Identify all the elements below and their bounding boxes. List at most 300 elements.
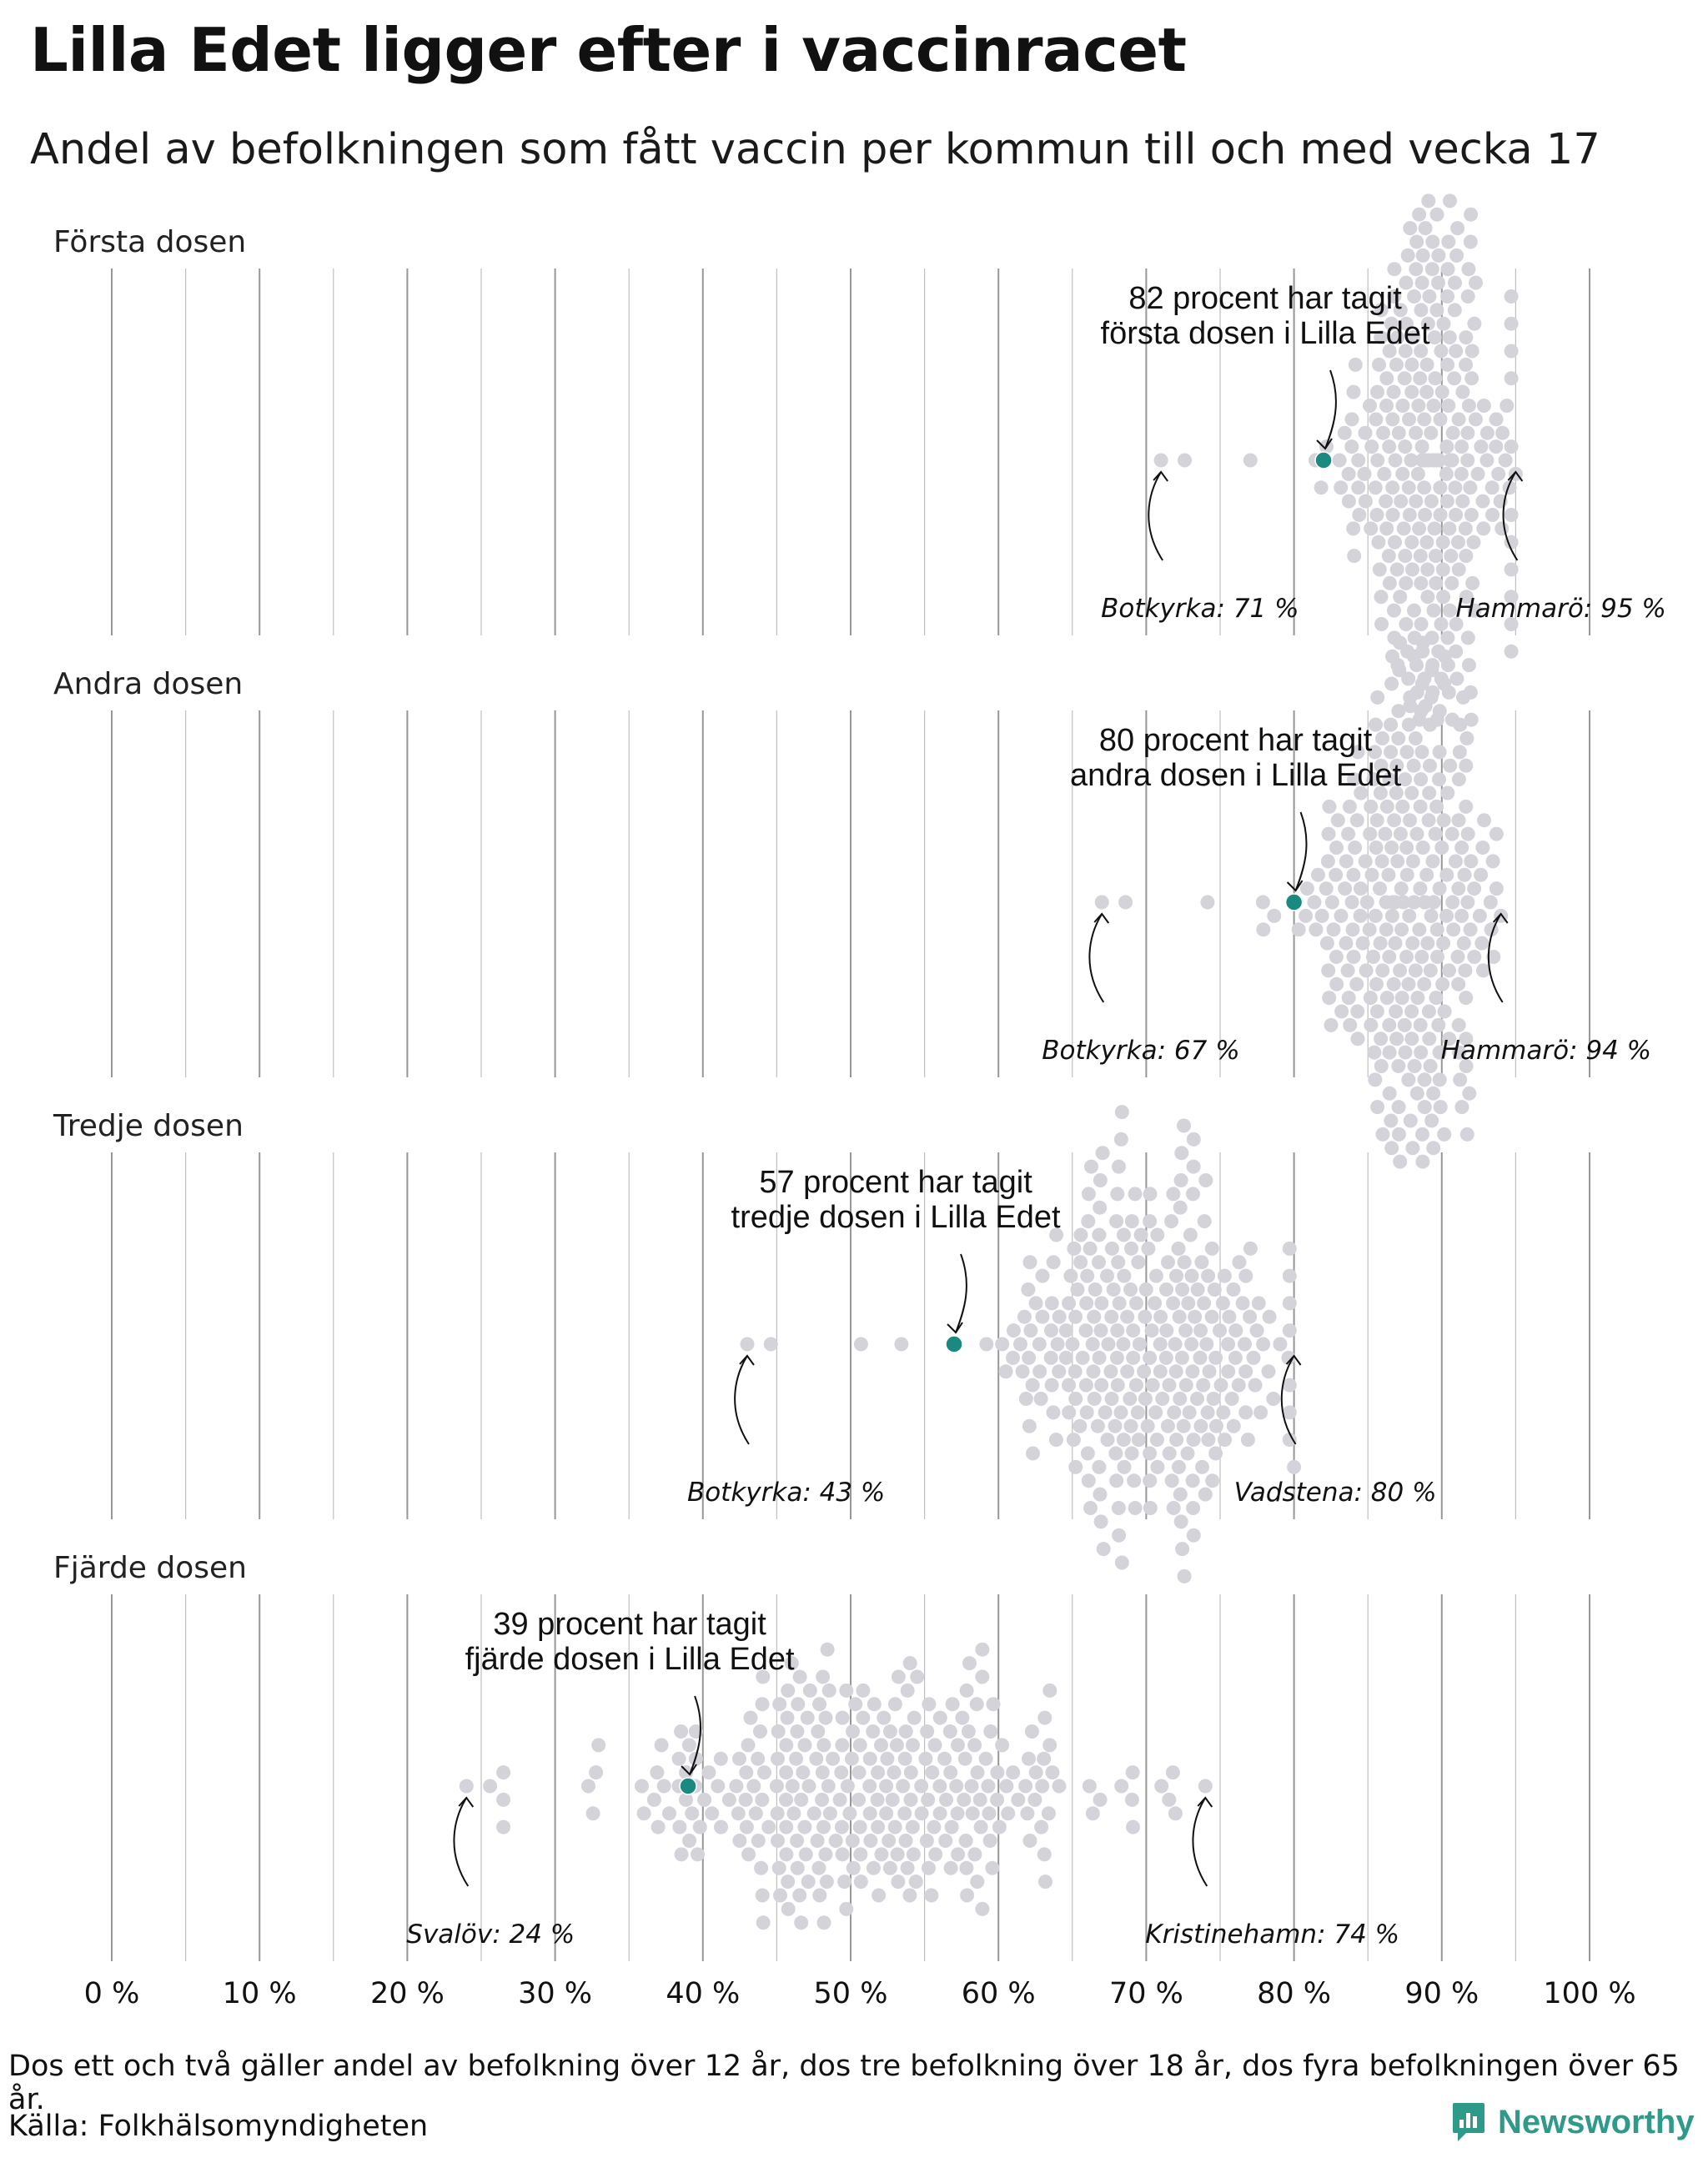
municipality-dot bbox=[1163, 1378, 1177, 1393]
min-arrowhead bbox=[1094, 914, 1108, 923]
municipality-dot bbox=[971, 1765, 985, 1779]
municipality-dot bbox=[1374, 936, 1388, 951]
municipality-dot bbox=[1467, 881, 1481, 896]
municipality-dot bbox=[740, 1820, 754, 1834]
municipality-dot bbox=[1411, 399, 1425, 413]
municipality-dot bbox=[1405, 936, 1419, 951]
municipality-dot bbox=[1424, 1059, 1438, 1073]
municipality-dot bbox=[1175, 1282, 1189, 1297]
municipality-dot bbox=[1422, 786, 1436, 800]
municipality-dot bbox=[1173, 1310, 1187, 1324]
municipality-dot bbox=[1068, 1392, 1083, 1406]
municipality-dot bbox=[1420, 358, 1434, 372]
municipality-dot bbox=[823, 1806, 837, 1820]
municipality-dot bbox=[1398, 439, 1412, 454]
municipality-dot bbox=[779, 1847, 793, 1861]
municipality-dot bbox=[1459, 991, 1473, 1005]
municipality-dot bbox=[797, 1820, 811, 1834]
municipality-dot bbox=[1124, 1242, 1138, 1256]
municipality-dot bbox=[1141, 1419, 1155, 1433]
municipality-dot bbox=[975, 1643, 989, 1657]
municipality-dot bbox=[1195, 1460, 1209, 1474]
municipality-dot bbox=[1402, 718, 1416, 732]
max-municipality-label: Hammarö: 95 % bbox=[1455, 594, 1666, 624]
x-tick-label: 20 % bbox=[369, 1977, 445, 2010]
municipality-dot bbox=[781, 1874, 795, 1889]
municipality-dot bbox=[779, 1793, 793, 1807]
municipality-dot bbox=[1394, 827, 1408, 841]
municipality-dot bbox=[1161, 1255, 1175, 1269]
municipality-dot bbox=[1359, 494, 1373, 509]
municipality-dot bbox=[1389, 454, 1403, 468]
municipality-dot bbox=[1366, 950, 1380, 964]
municipality-dot bbox=[1088, 1282, 1103, 1297]
municipality-dot bbox=[1424, 963, 1438, 977]
municipality-dot bbox=[1415, 276, 1429, 290]
municipality-dot bbox=[1359, 854, 1373, 868]
municipality-dot bbox=[933, 1711, 947, 1725]
municipality-dot bbox=[894, 1337, 908, 1352]
municipality-dot bbox=[1190, 1392, 1204, 1406]
highlight-annotation-line: andra dosen i Lilla Edet bbox=[1070, 758, 1402, 793]
lilla-edet-dot bbox=[1286, 894, 1303, 911]
municipality-dot bbox=[1370, 1100, 1384, 1114]
municipality-dot bbox=[1311, 868, 1325, 882]
municipality-dot bbox=[1093, 1793, 1108, 1807]
municipality-dot bbox=[1198, 1173, 1213, 1187]
municipality-dot bbox=[1369, 977, 1384, 991]
municipality-dot bbox=[1081, 1447, 1095, 1461]
municipality-dot bbox=[1375, 963, 1389, 977]
municipality-dot bbox=[1489, 412, 1504, 426]
municipality-dot bbox=[1414, 617, 1429, 631]
municipality-dot bbox=[1101, 1433, 1115, 1447]
municipality-dot bbox=[1431, 248, 1445, 263]
municipality-dot bbox=[697, 1793, 711, 1807]
municipality-dot bbox=[1037, 1847, 1052, 1861]
municipality-dot bbox=[1407, 650, 1421, 664]
municipality-dot bbox=[1380, 800, 1394, 814]
municipality-dot bbox=[939, 1793, 953, 1807]
municipality-dot bbox=[1432, 772, 1446, 786]
municipality-dot bbox=[1082, 1187, 1096, 1201]
municipality-dot bbox=[685, 1806, 699, 1820]
municipality-dot bbox=[915, 1806, 929, 1820]
municipality-dot bbox=[1363, 922, 1377, 936]
municipality-dot bbox=[1385, 650, 1399, 664]
municipality-dot bbox=[1424, 909, 1439, 923]
municipality-dot bbox=[1173, 1488, 1188, 1502]
municipality-dot bbox=[1454, 467, 1469, 481]
municipality-dot bbox=[1307, 896, 1321, 910]
municipality-dot bbox=[882, 1834, 896, 1848]
municipality-dot bbox=[1059, 1323, 1073, 1337]
highlight-arrow bbox=[1296, 812, 1307, 891]
municipality-dot bbox=[1026, 1378, 1040, 1393]
municipality-dot bbox=[1108, 1419, 1123, 1433]
min-municipality-label: Botkyrka: 71 % bbox=[1101, 594, 1299, 624]
municipality-dot bbox=[1447, 371, 1461, 385]
municipality-dot bbox=[856, 1711, 870, 1725]
municipality-dot bbox=[1486, 854, 1500, 868]
municipality-dot bbox=[1401, 1072, 1415, 1087]
municipality-dot bbox=[904, 1793, 918, 1807]
municipality-dot bbox=[739, 1765, 753, 1779]
municipality-dot bbox=[1181, 1296, 1195, 1310]
municipality-dot bbox=[1023, 1323, 1037, 1337]
municipality-dot bbox=[1370, 454, 1384, 468]
municipality-dot bbox=[1007, 1323, 1021, 1337]
municipality-dot bbox=[974, 1820, 988, 1834]
municipality-dot bbox=[1419, 221, 1433, 235]
municipality-dot bbox=[965, 1779, 979, 1794]
municipality-dot bbox=[1169, 1269, 1183, 1283]
x-tick-labels bbox=[84, 1977, 1636, 2010]
municipality-dot bbox=[1324, 1018, 1339, 1032]
municipality-dot bbox=[1454, 1100, 1469, 1114]
municipality-dot bbox=[1354, 909, 1368, 923]
municipality-dot bbox=[1178, 1323, 1193, 1337]
municipality-dot bbox=[852, 1765, 867, 1779]
municipality-dot bbox=[979, 1752, 993, 1766]
municipality-dot bbox=[1457, 936, 1471, 951]
municipality-dot bbox=[1114, 1779, 1128, 1794]
municipality-dot bbox=[987, 1697, 1001, 1711]
municipality-dot bbox=[816, 1670, 830, 1684]
municipality-dot bbox=[1117, 1337, 1131, 1352]
max-municipality-label: Kristinehamn: 74 % bbox=[1145, 1920, 1400, 1950]
municipality-dot bbox=[1434, 412, 1448, 426]
municipality-dot bbox=[741, 1738, 756, 1752]
municipality-dot bbox=[1095, 896, 1109, 910]
municipality-dot bbox=[1395, 800, 1409, 814]
municipality-dot bbox=[1382, 439, 1396, 454]
municipality-dot bbox=[1214, 1378, 1228, 1393]
municipality-dot bbox=[1448, 303, 1462, 317]
municipality-dot bbox=[1159, 1282, 1173, 1297]
municipality-dot bbox=[714, 1752, 728, 1766]
municipality-dot bbox=[1459, 358, 1473, 372]
municipality-dot bbox=[1143, 1501, 1158, 1515]
municipality-dot bbox=[1403, 690, 1417, 705]
municipality-dot bbox=[1134, 1228, 1148, 1242]
municipality-dot bbox=[1453, 745, 1467, 759]
municipality-dot bbox=[1467, 535, 1481, 550]
municipality-dot bbox=[1429, 827, 1443, 841]
municipality-dot bbox=[1439, 467, 1454, 481]
municipality-dot bbox=[1440, 358, 1454, 372]
municipality-dot bbox=[693, 1820, 707, 1834]
municipality-dot bbox=[1084, 1160, 1098, 1174]
municipality-dot bbox=[853, 1738, 867, 1752]
municipality-dot bbox=[1342, 494, 1356, 509]
panel-title-dose-4: Fjärde dosen bbox=[53, 1551, 247, 1585]
municipality-dot bbox=[1162, 1793, 1176, 1807]
municipality-dot bbox=[1118, 1460, 1132, 1474]
municipality-dot bbox=[1159, 1323, 1173, 1337]
municipality-dot bbox=[1150, 1433, 1164, 1447]
municipality-dot bbox=[1435, 385, 1449, 399]
municipality-dot bbox=[811, 1724, 825, 1739]
municipality-dot bbox=[1505, 317, 1519, 331]
municipality-dot bbox=[1023, 1255, 1037, 1269]
municipality-dot bbox=[1395, 991, 1409, 1005]
municipality-dot bbox=[1113, 1296, 1127, 1310]
municipality-dot bbox=[975, 1902, 989, 1916]
municipality-dot bbox=[1344, 439, 1359, 454]
municipality-dot bbox=[1097, 1542, 1111, 1556]
municipality-dot bbox=[1415, 677, 1429, 691]
municipality-dot bbox=[1071, 1282, 1085, 1297]
municipality-dot bbox=[781, 1902, 796, 1916]
municipality-dot bbox=[746, 1779, 761, 1794]
municipality-dot bbox=[1331, 813, 1345, 827]
municipality-dot bbox=[1424, 663, 1439, 677]
municipality-dot bbox=[1461, 289, 1475, 304]
municipality-dot bbox=[1076, 1351, 1090, 1365]
municipality-dot bbox=[1020, 1806, 1034, 1820]
municipality-dot bbox=[1370, 690, 1384, 705]
municipality-dot bbox=[1392, 1127, 1406, 1142]
municipality-dot bbox=[1442, 521, 1456, 535]
municipality-dot bbox=[1434, 1100, 1448, 1114]
municipality-dot bbox=[1343, 800, 1357, 814]
municipality-dot bbox=[1351, 480, 1365, 494]
municipality-dot bbox=[1348, 841, 1362, 855]
municipality-dot bbox=[888, 1697, 902, 1711]
municipality-dot bbox=[1439, 868, 1454, 882]
x-tick-label: 100 % bbox=[1543, 1977, 1636, 2010]
municipality-dot bbox=[1408, 1059, 1422, 1073]
municipality-dot bbox=[1114, 1132, 1128, 1147]
municipality-dot bbox=[1094, 1296, 1108, 1310]
municipality-dot bbox=[1167, 1501, 1181, 1515]
municipality-dot bbox=[682, 1834, 696, 1848]
municipality-dot bbox=[1422, 1031, 1436, 1046]
municipality-dot bbox=[817, 1915, 831, 1930]
municipality-dot bbox=[1047, 1255, 1061, 1269]
municipality-dot bbox=[1389, 1031, 1404, 1046]
municipality-dot bbox=[1441, 262, 1455, 276]
municipality-dot bbox=[1205, 1242, 1219, 1256]
min-arrowhead bbox=[740, 1356, 754, 1365]
municipality-dot bbox=[1218, 1433, 1232, 1447]
max-arrow bbox=[1193, 1798, 1207, 1886]
municipality-dot bbox=[1125, 1447, 1139, 1461]
municipality-dot bbox=[910, 1670, 924, 1684]
municipality-dot bbox=[679, 1793, 693, 1807]
municipality-dot bbox=[1451, 977, 1465, 991]
municipality-dot bbox=[798, 1738, 812, 1752]
municipality-dot bbox=[1414, 1018, 1428, 1032]
municipality-dot bbox=[1413, 881, 1427, 896]
municipality-dot bbox=[1042, 1684, 1057, 1698]
municipality-dot bbox=[962, 1656, 977, 1670]
municipality-dot bbox=[1437, 677, 1451, 691]
municipality-dot bbox=[1218, 1269, 1232, 1283]
municipality-dot bbox=[1370, 813, 1384, 827]
municipality-dot bbox=[722, 1793, 736, 1807]
municipality-dot bbox=[1093, 1488, 1108, 1502]
municipality-dot bbox=[1044, 1351, 1058, 1365]
municipality-dot bbox=[773, 1889, 787, 1903]
municipality-dot bbox=[1368, 1072, 1382, 1087]
municipality-dot bbox=[1351, 454, 1365, 468]
municipality-dot bbox=[1445, 827, 1459, 841]
municipality-dot bbox=[674, 1724, 688, 1739]
municipality-dot bbox=[990, 1765, 1004, 1779]
municipality-dot bbox=[772, 1697, 786, 1711]
municipality-dot bbox=[1062, 1405, 1076, 1419]
municipality-dot bbox=[819, 1711, 833, 1725]
municipality-dot bbox=[1183, 1405, 1197, 1419]
municipality-dot bbox=[1093, 1173, 1108, 1187]
x-tick-label: 70 % bbox=[1108, 1977, 1183, 2010]
municipality-dot bbox=[1112, 1160, 1126, 1174]
municipality-dot bbox=[792, 1889, 806, 1903]
municipality-dot bbox=[1414, 800, 1428, 814]
municipality-dot bbox=[880, 1752, 894, 1766]
municipality-dot bbox=[1430, 950, 1444, 964]
municipality-dot bbox=[1208, 1351, 1223, 1365]
municipality-dot bbox=[1480, 426, 1494, 440]
municipality-dot bbox=[1299, 909, 1313, 923]
municipality-dot bbox=[1027, 1793, 1042, 1807]
municipality-dot bbox=[899, 1834, 913, 1848]
municipality-dot bbox=[1387, 604, 1401, 618]
municipality-dot bbox=[1232, 1255, 1246, 1269]
municipality-dot bbox=[818, 1847, 832, 1861]
municipality-dot bbox=[1403, 508, 1417, 522]
municipality-dot bbox=[1397, 521, 1411, 535]
municipality-dot bbox=[793, 1670, 807, 1684]
municipality-dot bbox=[1187, 1433, 1201, 1447]
municipality-dot bbox=[932, 1779, 947, 1794]
municipality-dot bbox=[1433, 704, 1447, 718]
brand-logo[interactable] bbox=[1451, 2101, 1695, 2143]
municipality-dot bbox=[1444, 576, 1459, 590]
municipality-dot bbox=[816, 1738, 831, 1752]
municipality-dot bbox=[1388, 535, 1402, 550]
municipality-dot bbox=[1082, 1473, 1096, 1488]
municipality-dot bbox=[1100, 1269, 1114, 1283]
municipality-dot bbox=[887, 1765, 902, 1779]
municipality-dot bbox=[1404, 1031, 1419, 1046]
municipality-dot bbox=[1379, 371, 1394, 385]
municipality-dot bbox=[1477, 399, 1491, 413]
municipality-dot bbox=[890, 1738, 904, 1752]
min-municipality-label: Svalöv: 24 % bbox=[406, 1920, 575, 1950]
municipality-dot bbox=[1434, 841, 1449, 855]
municipality-dot bbox=[1232, 1378, 1246, 1393]
municipality-dot bbox=[1022, 1351, 1036, 1365]
municipality-dot bbox=[1425, 235, 1439, 249]
municipality-dot bbox=[1463, 480, 1477, 494]
municipality-dot bbox=[1073, 1419, 1087, 1433]
municipality-dot bbox=[906, 1820, 920, 1834]
min-municipality-label: Botkyrka: 67 % bbox=[1042, 1036, 1240, 1066]
municipality-dot bbox=[757, 1765, 771, 1779]
municipality-dot bbox=[635, 1779, 649, 1794]
municipality-dot bbox=[1464, 235, 1478, 249]
municipality-dot bbox=[1128, 1187, 1143, 1201]
municipality-dot bbox=[1035, 1310, 1049, 1324]
municipality-dot bbox=[1166, 1765, 1180, 1779]
municipality-dot bbox=[1460, 426, 1474, 440]
municipality-dot bbox=[1174, 1514, 1188, 1528]
municipality-dot bbox=[1104, 1310, 1118, 1324]
municipality-dot bbox=[1309, 922, 1323, 936]
municipality-dot bbox=[1453, 718, 1467, 732]
municipality-dot bbox=[1427, 604, 1441, 618]
municipality-dot bbox=[1489, 827, 1504, 841]
municipality-dot bbox=[1459, 759, 1473, 773]
municipality-dot bbox=[877, 1711, 891, 1725]
municipality-dot bbox=[1320, 936, 1334, 951]
municipality-dot bbox=[1452, 813, 1466, 827]
municipality-dot bbox=[1424, 494, 1439, 509]
municipality-dot bbox=[1243, 1310, 1257, 1324]
lilla-edet-dot bbox=[946, 1336, 962, 1352]
municipality-dot bbox=[1415, 745, 1429, 759]
municipality-dot bbox=[1315, 909, 1329, 923]
municipality-dot bbox=[1103, 1364, 1118, 1378]
municipality-dot bbox=[1154, 454, 1168, 468]
municipality-dot bbox=[586, 1806, 600, 1820]
municipality-dot bbox=[811, 1834, 825, 1848]
municipality-dot bbox=[1359, 963, 1374, 977]
max-municipality-label: Vadstena: 80 % bbox=[1233, 1478, 1437, 1508]
municipality-dot bbox=[1247, 1351, 1261, 1365]
municipality-dot bbox=[1068, 1460, 1083, 1474]
municipality-dot bbox=[1370, 1005, 1384, 1019]
municipality-dot bbox=[1199, 1337, 1213, 1352]
municipality-dot bbox=[1382, 868, 1396, 882]
municipality-dot bbox=[829, 1834, 843, 1848]
municipality-dot bbox=[1153, 1337, 1168, 1352]
municipality-dot bbox=[1068, 1364, 1083, 1378]
municipality-dot bbox=[1205, 1473, 1219, 1488]
municipality-dot bbox=[1193, 1419, 1208, 1433]
municipality-dot bbox=[1411, 467, 1425, 481]
municipality-dot bbox=[1429, 549, 1443, 563]
municipality-dot bbox=[853, 1847, 867, 1861]
municipality-dot bbox=[1464, 208, 1478, 222]
municipality-dot bbox=[990, 1793, 1004, 1807]
municipality-dot bbox=[802, 1779, 816, 1794]
municipality-dot bbox=[837, 1874, 851, 1889]
municipality-dot bbox=[1378, 827, 1392, 841]
municipality-dot bbox=[835, 1738, 849, 1752]
municipality-dot bbox=[862, 1779, 877, 1794]
municipality-dot bbox=[1428, 371, 1442, 385]
municipality-dot bbox=[1467, 317, 1481, 331]
municipality-dot bbox=[1179, 1378, 1193, 1393]
municipality-dot bbox=[1398, 549, 1412, 563]
municipality-dot bbox=[790, 1724, 804, 1739]
municipality-dot bbox=[1126, 1820, 1140, 1834]
municipality-dot bbox=[1409, 262, 1423, 276]
municipality-dot bbox=[867, 1697, 882, 1711]
municipality-dot bbox=[1120, 1364, 1134, 1378]
municipality-dot bbox=[1417, 412, 1431, 426]
municipality-dot bbox=[1440, 494, 1454, 509]
municipality-dot bbox=[1505, 563, 1519, 577]
municipality-dot bbox=[1385, 480, 1399, 494]
municipality-dot bbox=[1383, 576, 1397, 590]
municipality-dot bbox=[1102, 1337, 1116, 1352]
municipality-dot bbox=[1436, 590, 1450, 604]
